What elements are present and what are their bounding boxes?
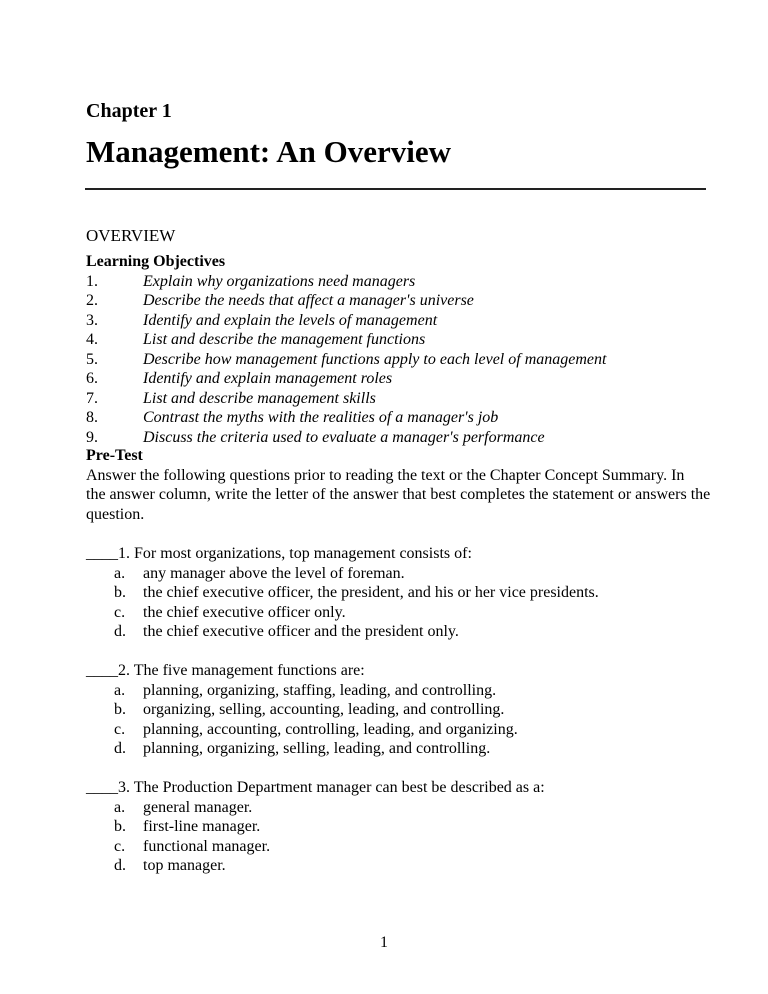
objective-text: List and describe management skills <box>143 389 376 407</box>
objective-text: Describe how management functions apply to each level of management <box>143 350 607 368</box>
answer-option <box>86 603 599 623</box>
option-text: planning, organizing, selling, leading, and controlling. <box>143 740 491 757</box>
objective-number: 7. <box>86 389 98 407</box>
option-text: the chief executive officer and the president only. <box>143 623 459 640</box>
answer-option <box>86 739 518 759</box>
answer-option <box>86 700 518 720</box>
question-stem: ____1. For most organizations, top management consists of: <box>86 545 472 562</box>
page-title: Management: An Overview <box>86 134 452 169</box>
option-text: planning, organizing, staffing, leading, and controlling. <box>143 681 497 699</box>
option-letter: d. <box>114 740 126 757</box>
objective-text: Discuss the criteria used to evaluate a manager's performance <box>143 428 545 446</box>
objective-item <box>86 428 606 448</box>
answer-option <box>86 720 518 740</box>
answer-option <box>86 681 518 701</box>
option-text: organizing, selling, accounting, leading, and controlling. <box>143 701 505 718</box>
objective-number: 6. <box>86 370 98 387</box>
learning-objectives-heading: Learning Objectives <box>86 253 226 270</box>
objective-text: List and describe the management functions <box>143 331 426 348</box>
objective-text: Explain why organizations need managers <box>143 272 416 290</box>
answer-option <box>86 798 545 818</box>
learning-objectives <box>86 252 606 447</box>
option-text: the chief executive officer, the president, and his or her vice presidents. <box>143 584 599 601</box>
objective-item <box>86 291 606 311</box>
option-letter: c. <box>114 720 126 738</box>
objective-item <box>86 330 606 350</box>
pretest-instructions-line: Answer the following questions prior to reading the text or the Chapter Concept Summary. In <box>86 466 685 484</box>
pretest-question <box>86 544 599 642</box>
objective-item <box>86 369 606 389</box>
objective-item <box>86 272 606 292</box>
objective-item <box>86 350 606 370</box>
answer-option <box>86 837 545 857</box>
option-letter: a. <box>114 681 126 699</box>
pretest-question <box>86 661 518 759</box>
objective-number: 1. <box>86 272 98 290</box>
objective-text: Describe the needs that affect a manager's universe <box>143 292 474 309</box>
pretest-question <box>86 778 545 876</box>
answer-option <box>86 622 599 642</box>
answer-option <box>86 817 545 837</box>
objective-number: 5. <box>86 350 98 368</box>
pretest-section <box>86 446 711 524</box>
chapter-label: Chapter 1 <box>86 100 172 122</box>
objective-text: Identify and explain the levels of management <box>143 311 438 329</box>
option-letter: b. <box>114 701 126 718</box>
objective-number: 2. <box>86 292 98 309</box>
option-letter: a. <box>114 564 126 582</box>
option-letter: a. <box>114 798 126 816</box>
option-letter: d. <box>114 857 126 874</box>
option-text: first-line manager. <box>143 818 261 835</box>
option-text: any manager above the level of foreman. <box>143 564 405 582</box>
section-heading: OVERVIEW <box>86 226 176 245</box>
question-stem: ____3. The Production Department manager can best be described as a: <box>86 779 545 796</box>
option-letter: b. <box>114 818 126 835</box>
answer-option <box>86 856 545 876</box>
answer-option <box>86 564 599 584</box>
option-letter: c. <box>114 837 126 855</box>
pretest-instructions-line: question. <box>86 505 145 523</box>
option-letter: b. <box>114 584 126 601</box>
objective-item <box>86 389 606 409</box>
objective-item <box>86 311 606 331</box>
option-text: the chief executive officer only. <box>143 603 346 621</box>
objective-item <box>86 408 606 428</box>
objective-number: 8. <box>86 409 98 426</box>
question-stem: ____2. The five management functions are: <box>86 662 365 679</box>
objective-number: 3. <box>86 311 98 329</box>
option-text: planning, accounting, controlling, leading, and organizing. <box>143 720 518 738</box>
page-number: 1 <box>380 934 388 951</box>
option-letter: d. <box>114 623 126 640</box>
option-letter: c. <box>114 603 126 621</box>
objective-number: 4. <box>86 331 98 348</box>
objective-text: Contrast the myths with the realities of a manager's job <box>143 409 499 426</box>
objective-text: Identify and explain management roles <box>143 370 393 387</box>
objective-number: 9. <box>86 428 98 446</box>
option-text: general manager. <box>143 798 253 816</box>
option-text: functional manager. <box>143 837 271 855</box>
title-divider <box>85 188 706 190</box>
pretest-heading: Pre-Test <box>86 447 143 464</box>
option-text: top manager. <box>143 857 226 874</box>
answer-option <box>86 583 599 603</box>
pretest-instructions-line: the answer column, write the letter of the answer that best completes the statement or answers the <box>86 486 711 503</box>
